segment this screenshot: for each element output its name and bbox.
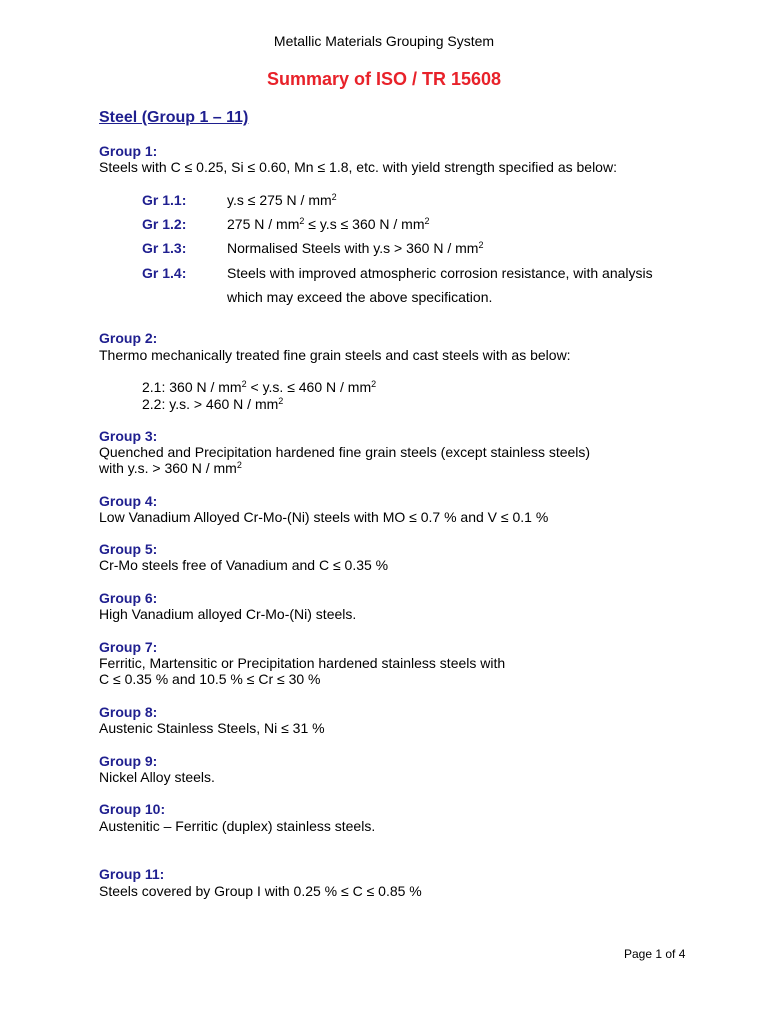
group-1-description: Steels with C ≤ 0.25, Si ≤ 0.60, Mn ≤ 1.8, etc. with yield strength specified as below: — [99, 159, 617, 175]
group-5-description: Cr-Mo steels free of Vanadium and C ≤ 0.35 % — [99, 557, 389, 573]
group-6-heading: Group 6: — [99, 590, 158, 606]
gr-1-4-text-line1: Steels with improved atmospheric corrosion resistance, with analysis — [227, 265, 653, 281]
group-5-heading: Group 5: — [99, 541, 158, 557]
group-11-heading: Group 11: — [99, 866, 165, 882]
gr-1-4-text-line2: which may exceed the above specification. — [227, 289, 493, 305]
group-3-heading: Group 3: — [99, 428, 158, 444]
group-11-description: Steels covered by Group I with 0.25 % ≤ C ≤ 0.85 % — [99, 883, 422, 899]
gr-1-4-label: Gr 1.4: — [142, 265, 187, 281]
section-heading: Steel (Group 1 – 11) — [99, 109, 249, 126]
group-4-description: Low Vanadium Alloyed Cr-Mo-(Ni) steels with MO ≤ 0.7 % and V ≤ 0.1 % — [99, 509, 549, 525]
page-number: Page 1 of 4 — [624, 947, 686, 961]
group-6-description: High Vanadium alloyed Cr-Mo-(Ni) steels. — [99, 606, 357, 622]
group-7-description-line1: Ferritic, Martensitic or Precipitation hardened stainless steels with — [99, 655, 506, 671]
group-9-description: Nickel Alloy steels. — [99, 769, 215, 785]
document-title: Summary of ISO / TR 15608 — [266, 69, 502, 89]
group-3-description-line2: with y.s. > 360 N / $mm^2$ — [99, 460, 242, 476]
group-8-heading: Group 8: — [99, 704, 158, 720]
group-2-heading: Group 2: — [99, 330, 158, 346]
group-10-description: Austenitic – Ferritic (duplex) stainless steels. — [99, 818, 376, 834]
running-header: Metallic Materials Grouping System — [273, 33, 495, 49]
group-7-description-line2: C ≤ 0.35 % and 10.5 % ≤ Cr ≤ 30 % — [99, 671, 321, 687]
group-10-heading: Group 10: — [99, 801, 166, 817]
gr-1-1-text: y.s ≤ 275 N / $mm^2$ — [227, 192, 337, 208]
group-9-heading: Group 9: — [99, 753, 158, 769]
gr-1-2-label: Gr 1.2: — [142, 216, 187, 232]
group-8-description: Austenic Stainless Steels, Ni ≤ 31 % — [99, 720, 325, 736]
group-2-item-1: 2.1: 360 $N / mm^2 < y.s$. ≤ 460 N / $mm^2$ — [142, 379, 377, 395]
group-1-heading: Group 1: — [99, 143, 158, 159]
group-7-heading: Group 7: — [99, 639, 158, 655]
group-2-description: Thermo mechanically treated fine grain steels and cast steels with as below: — [99, 347, 571, 363]
group-4-heading: Group 4: — [99, 493, 158, 509]
group-3-description-line1: Quenched and Precipitation hardened fine grain steels (except stainless steels) — [99, 444, 591, 460]
gr-1-1-label: Gr 1.1: — [142, 192, 187, 208]
group-2-item-2: 2.2: y.s. > 460 N / $mm^2$ — [142, 396, 284, 412]
gr-1-3-text: Normalised Steels with y.s > 360 N / $mm^2$ — [227, 240, 484, 256]
gr-1-3-label: Gr 1.3: — [142, 240, 187, 256]
gr-1-2-text: 275 $N / mm^2 \le y.s \le 360$ N / $mm^2$ — [227, 216, 430, 232]
